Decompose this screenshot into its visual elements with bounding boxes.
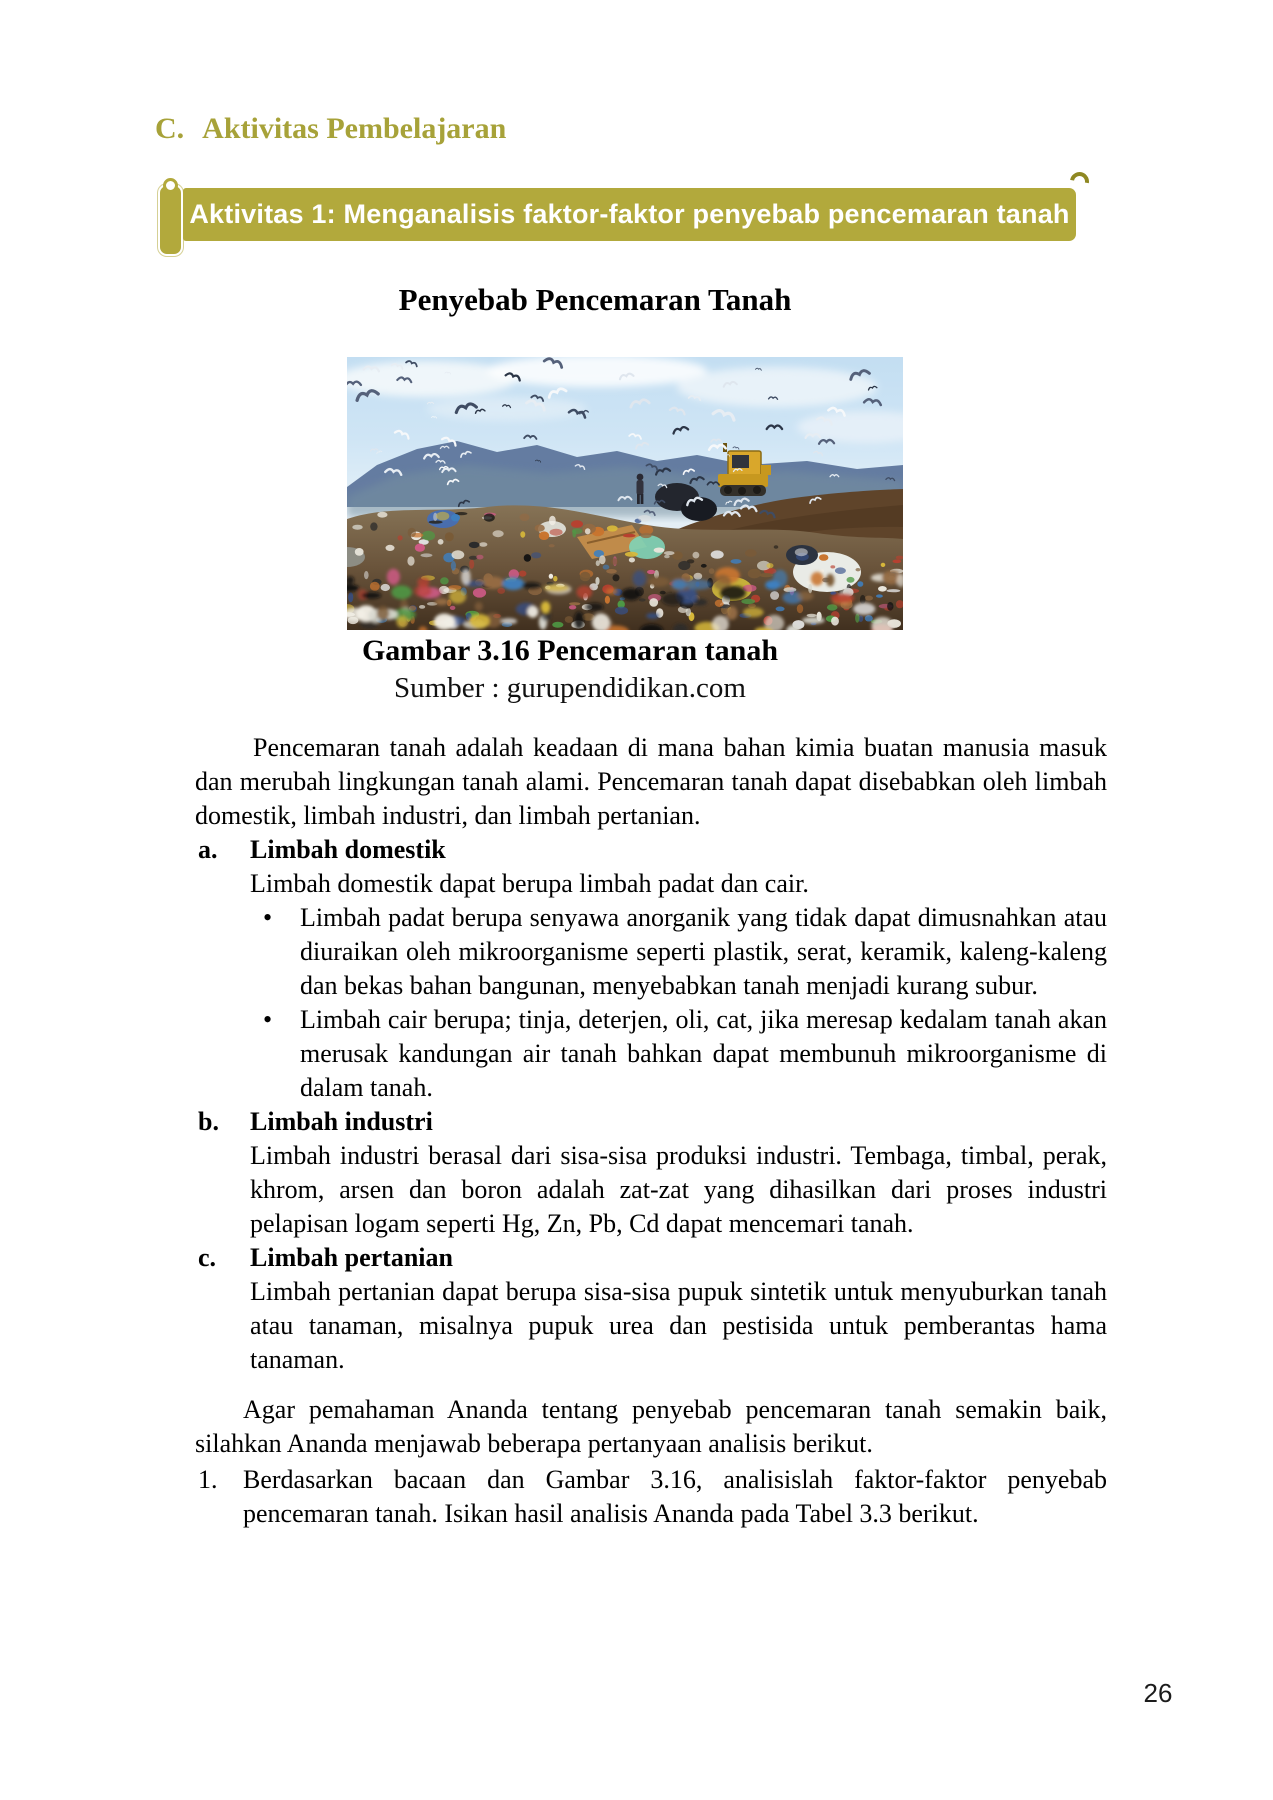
landfill-photo-art: [347, 357, 903, 630]
item-text: Berdasarkan bacaan dan Gambar 3.16, analisislah faktor-faktor penyebab pencemaran tanah. Isikan hasil analisis Ananda pada Tabel 3.3 berikut.: [243, 1465, 1107, 1528]
landfill-photo: [347, 357, 903, 630]
section-lead: Limbah pertanian dapat berupa sisa-sisa pupuk sintetik untuk menyuburkan tanah atau tanaman, misalnya pupuk urea dan pestisida untuk pemberantas hama tanaman.: [250, 1277, 1107, 1374]
section-heading: Limbah pertanian: [250, 1243, 453, 1272]
section-limbah-domestik: [195, 833, 1107, 1105]
body-text: [195, 731, 1107, 1531]
activity-banner-label: Aktivitas 1: Menganalisis faktor-faktor penyebab pencemaran tanah: [189, 199, 1070, 229]
section-label: b.: [198, 1107, 219, 1136]
scroll-ribbon-icon: [158, 184, 183, 256]
bullet-text: Limbah cair berupa; tinja, deterjen, oli, cat, jika meresap kedalam tanah akan merusak kandungan air tanah bahkan dapat membunuh mikroorganisme di dalam tanah.: [300, 1005, 1107, 1102]
closing-paragraph: Agar pemahaman Ananda tentang penyebab pencemaran tanah semakin baik, silahkan Ananda menjawab beberapa pertanyaan analisis berikut.: [195, 1395, 1107, 1458]
activity-banner: [158, 170, 1093, 265]
numbered-item-1: [195, 1463, 1107, 1531]
figure-source: Sumber : gurupendidikan.com: [394, 672, 746, 704]
bullet-item: [250, 1003, 1107, 1105]
intro-paragraph: Pencemaran tanah adalah keadaan di mana bahan kimia buatan manusia masuk dan merubah lingkungan tanah alami. Pencemaran tanah dapat disebabkan oleh limbah domestik, limbah industri, dan limbah pertanian.: [195, 733, 1107, 830]
bullet-item: [250, 901, 1107, 1003]
section-heading: Limbah domestik: [250, 835, 446, 864]
section-limbah-industri: [195, 1105, 1107, 1241]
section-letter: C.: [155, 112, 185, 145]
section-lead: Limbah industri berasal dari sisa-sisa produksi industri. Tembaga, timbal, perak, khrom, arsen dan boron adalah zat-zat yang dihasilkan dari proses industri pelapisan logam seperti Hg, Zn, Pb, Cd dapat mencemari tanah.: [250, 1141, 1107, 1238]
figure-caption: Gambar 3.16 Pencemaran tanah: [361, 634, 779, 667]
clouds: [347, 357, 903, 443]
page-number: 26: [1143, 1678, 1173, 1708]
section-lead: Limbah domestik dapat berupa limbah padat dan cair.: [250, 869, 809, 898]
bullet-text: Limbah padat berupa senyawa anorganik yang tidak dapat dimusnahkan atau diuraikan oleh mikroorganisme seperti plastik, serat, keramik, kaleng-kaleng dan bekas bahan bangunan, menyebabkan tanah menjadi kurang subur.: [300, 903, 1107, 1000]
figure-title: Penyebab Pencemaran Tanah: [398, 282, 792, 317]
bullet-marker: •: [263, 903, 273, 932]
chapter-section-heading: [155, 112, 506, 146]
section-title: Aktivitas Pembelajaran: [202, 112, 507, 145]
section-limbah-pertanian: [195, 1241, 1107, 1377]
section-label: c.: [198, 1243, 217, 1272]
section-label: a.: [198, 835, 218, 864]
activity-banner-bar: [183, 188, 1076, 241]
section-heading: Limbah industri: [250, 1107, 433, 1136]
item-number: 1.: [198, 1465, 218, 1494]
bullet-marker: •: [263, 1005, 273, 1034]
scroll-curl-icon: [163, 178, 178, 193]
